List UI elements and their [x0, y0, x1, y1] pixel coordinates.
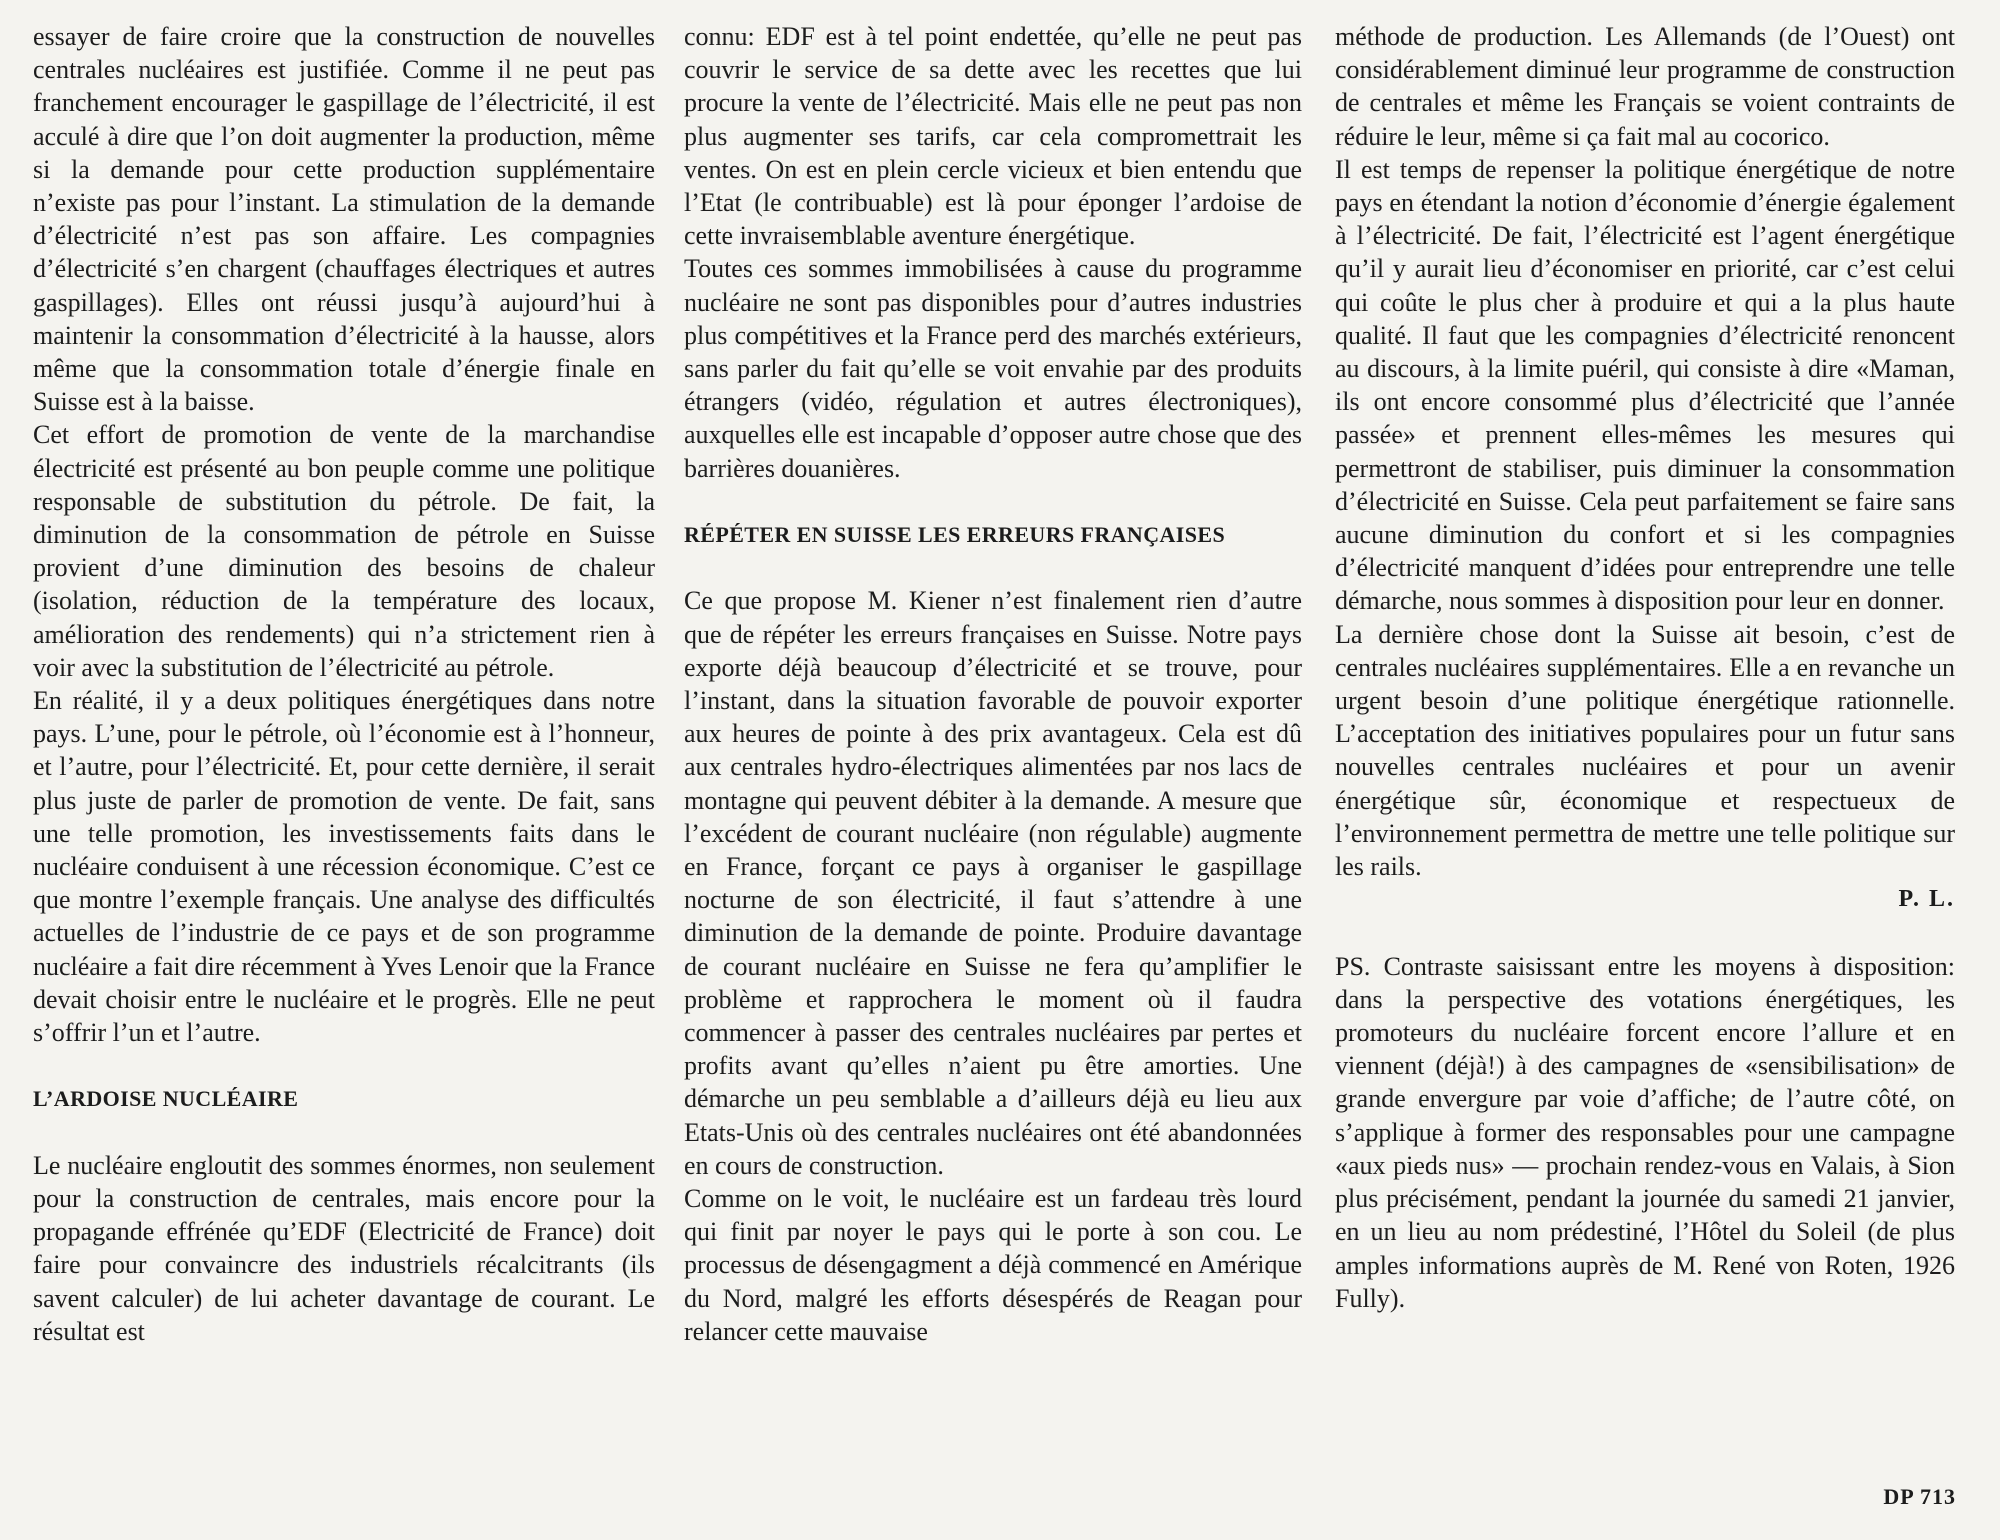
paragraph: essayer de faire croire que la construction de nouvelles centrales nucléaires est justifiée. Comme il ne peut pas franchement encourager le gaspillage de l’électricité, il est acculé à dire que l’on doit augmenter la production, même si la demande pour cette production supplémentaire n’existe pas pour l’instant. La stimulation de la demande d’électricité n’est pas son affaire. Les compagnies d’électricité s’en chargent (chauffages électriques et autres gaspillages). Elles ont réussi jusqu’à aujourd’hui à maintenir la consommation d’électricité à la hausse, alors même que la consommation totale d’énergie finale en Suisse est à la baisse. — [33, 22, 655, 417]
paragraph: En réalité, il y a deux politiques énergétiques dans notre pays. L’une, pour le pétrole, où l’économie est à l’honneur, et l’autre, pour l’électricité. Et, pour cette dernière, il serait plus juste de parler de promotion de vente. De fait, sans une telle promotion, les investissements faits dans le nucléaire conduisent à une récession économique. C’est ce que montre l’exemple français. Une analyse des difficultés actuelles de l’industrie de ce pays et de son programme nucléaire a fait dire récemment à Yves Lenoir que la France devait choisir entre le nucléaire et le progrès. Elle ne peut s’offrir l’un et l’autre. — [33, 686, 655, 1048]
postscript: PS. Contraste saisissant entre les moyens à disposition: dans la perspective des votations énergétiques, les promoteurs du nucléaire forcent encore l’allure et en viennent (déjà!) à des campagnes de «sensibilisation» de grande envergure par voie d’affiche; de l’autre côté, on s’applique à former des responsables pour une campagne «aux pieds nus» — prochain rendez-vous en Valais, à Sion plus précisément, pendant la journée du samedi 21 janvier, en un lieu au nom prédestiné, l’Hôtel du Soleil (de plus amples informations auprès de M. René von Roten, 1926 Fully). — [1335, 951, 1955, 1313]
paragraph: La dernière chose dont la Suisse ait besoin, c’est de centrales nucléaires supplémentaires. Elle a en revanche un urgent besoin d’une politique énergétique rationnelle. L’acceptation des initiatives populaires pour un futur sans nouvelles centrales nucléaires et pour un avenir énergétique sûr, économique et respectueux de l’environnement permettra de mettre une telle politique sur les rails. — [1335, 619, 1955, 882]
paragraph: Toutes ces sommes immobilisées à cause du programme nucléaire ne sont pas disponibles pour d’autres industries plus compétitives et la France perd des marchés extérieurs, sans parler du fait qu’elle se voit envahie par des produits étrangers (vidéo, régulation et autres électroniques), auxquelles elle est incapable d’opposer autre chose que des barrières douanières. — [684, 254, 1302, 483]
paragraph: Ce que propose M. Kiener n’est finalement rien d’autre que de répéter les erreurs françaises en Suisse. Notre pays exporte déjà beaucoup d’électricité et se trouve, pour l’instant, dans la situation favorable de pouvoir exporter aux heures de pointe à des prix avantageux. Cela est dû aux centrales hydro-électriques alimentées par nos lacs de montagne qui peuvent débiter à la demande. A mesure que l’excédent de courant nucléaire (non régulable) augmente en France, forçant ce pays à organiser le gaspillage nocturne de son électricité, il faut s’attendre à une diminution de la demande de pointe. Produire davantage de courant nucléaire en Suisse ne fera qu’amplifier le problème et rapprochera le moment où il faudra commencer à passer des centrales nucléaires par pertes et profits avant qu’elles n’aient pu être amorties. Une démarche un peu semblable a d’ailleurs déjà eu lieu aux Etats-Unis où des centrales nucléaires ont été abandonnées en cours de construction. — [684, 586, 1302, 1180]
paragraph: méthode de production. Les Allemands (de l’Ouest) ont considérablement diminué leur programme de construction de centrales et même les Français se voient contraints de réduire le leur, même si ça fait mal au cocorico. — [1335, 22, 1955, 151]
paragraph: Le nucléaire engloutit des sommes énormes, non seulement pour la construction de centrales, mais encore pour la propagande effrénée qu’EDF (Electricité de France) doit faire pour convaincre des industriels récalcitrants (ils savent calculer) de lui acheter davantage de courant. Le résultat est — [33, 1150, 655, 1346]
column-1 — [33, 20, 655, 1348]
paragraph: Il est temps de repenser la politique énergétique de notre pays en étendant la notion d’économie d’énergie également à l’électricité. De fait, l’électricité est l’agent énergétique qu’il y aurait lieu d’économiser en priorité, car c’est celui qui coûte le plus cher à produire et qui a la plus haute qualité. Il faut que les compagnies d’électricité renoncent au discours, à la limite puéril, qui consiste à dire «Maman, ils ont encore consommé plus d’électricité que l’année passée» et prennent elles-mêmes les mesures qui permettront de stabiliser, puis diminuer la consommation d’électricité en Suisse. Cela peut parfaitement se faire sans aucune diminution du confort et si les compagnies d’électricité manquent d’idées pour entreprendre une telle démarche, nous sommes à disposition pour leur en donner. — [1335, 154, 1955, 616]
column-2 — [684, 20, 1302, 1348]
paragraph: Comme on le voit, le nucléaire est un fardeau très lourd qui finit par noyer le pays qui le porte à son cou. Le processus de désengagment a déjà commencé en Amérique du Nord, malgré les efforts désespérés de Reagan pour relancer cette mauvaise — [684, 1184, 1302, 1346]
paragraph: connu: EDF est à tel point endettée, qu’elle ne peut pas couvrir le service de sa dette avec les recettes que lui procure la vente de l’électricité. Mais elle ne peut pas non plus augmenter ses tarifs, car cela compromettrait les ventes. On est en plein cercle vicieux et bien entendu que l’Etat (le contribuable) est là pour éponger l’ardoise de cette invraisemblable aventure énergétique. — [684, 22, 1302, 251]
section-heading-ardoise: L’ARDOISE NUCLÉAIRE — [33, 1086, 299, 1112]
author-signature: P. L. — [1898, 886, 1955, 913]
section-heading-repeter: RÉPÉTER EN SUISSE LES ERREURS FRANÇAISES — [684, 522, 1226, 548]
paragraph: Cet effort de promotion de vente de la marchandise électricité est présenté au bon peuple comme une politique responsable de substitution du pétrole. De fait, la diminution de la consommation de pétrole en Suisse provient d’une diminution des besoins de chaleur (isolation, réduction de la température des locaux, amélioration des rendements) qui n’a strictement rien à voir avec la substitution de l’électricité au pétrole. — [33, 420, 655, 682]
column-3 — [1335, 20, 1955, 1315]
page-reference: DP 713 — [1883, 1484, 1956, 1509]
